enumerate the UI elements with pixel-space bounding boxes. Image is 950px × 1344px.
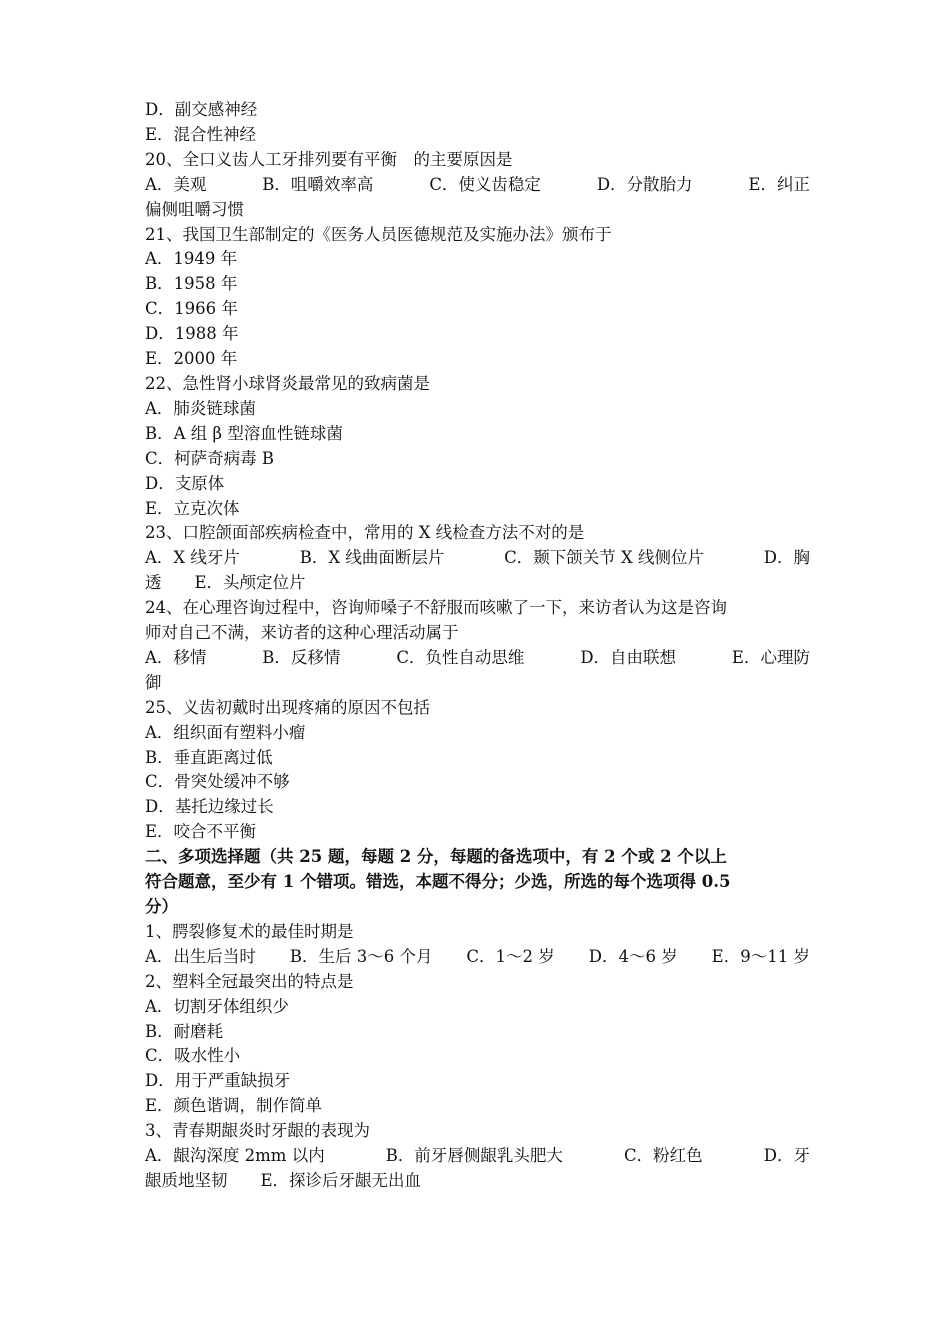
text-line: 御 xyxy=(145,672,162,692)
text-line: D．副交感神经 xyxy=(145,100,258,119)
line-segment: C．1～2 岁 xyxy=(466,946,555,966)
text-line: A．组织面有塑料小瘤 xyxy=(145,722,306,742)
text-line-justified xyxy=(145,173,810,198)
line-segment: A．出生后当时 xyxy=(145,946,256,966)
text-line: E．混合性神经 xyxy=(145,124,257,144)
text-line: 师对自己不满，来访者的这种心理活动属于 xyxy=(145,623,459,643)
line-segment: A．移情 xyxy=(145,647,207,667)
text-line: C．1966 年 xyxy=(145,299,238,319)
text-line-justified xyxy=(145,870,810,895)
text-line-justified xyxy=(145,646,810,671)
text-line: E．2000 年 xyxy=(145,349,238,369)
line-segment: B．反移情 xyxy=(262,647,341,667)
text-line: 偏侧咀嚼习惯 xyxy=(145,199,244,219)
text-line: E．立克次体 xyxy=(145,498,240,518)
text-line-justified xyxy=(145,945,810,970)
line-segment: D．自由联想 xyxy=(580,647,677,667)
text-line: 25、义齿初戴时出现疼痛的原因不包括 xyxy=(145,697,430,717)
text-line-justified xyxy=(145,596,810,621)
line-segment: B．X 线曲面断层片 xyxy=(299,548,445,568)
text-line: B．耐磨耗 xyxy=(145,1021,224,1041)
text-line: C．骨突处缓冲不够 xyxy=(145,772,290,792)
line-segment: 二、多项选择题（共 25 题，每题 2 分，每题的备选项中，有 2 个或 2 个以上 xyxy=(145,847,727,867)
text-line: B．垂直距离过低 xyxy=(145,747,273,767)
line-segment: D．牙 xyxy=(763,1146,810,1166)
text-line: E．咬合不平衡 xyxy=(145,822,257,842)
line-segment: A．龈沟深度 2mm 以内 xyxy=(145,1146,325,1166)
line-segment: E．心理防 xyxy=(731,647,810,667)
text-line: 22、急性肾小球肾炎最常见的致病菌是 xyxy=(145,373,430,393)
text-line: D．1988 年 xyxy=(145,324,239,344)
text-line-justified xyxy=(145,1144,810,1169)
line-segment: D．分散胎力 xyxy=(596,174,693,194)
line-segment: A．X 线牙片 xyxy=(145,548,240,568)
text-line: 21、我国卫生部制定的《医务人员医德规范及实施办法》颁布于 xyxy=(145,224,612,244)
line-segment: E．纠正 xyxy=(748,174,810,194)
line-segment: C．粉红色 xyxy=(624,1146,703,1166)
text-line-justified xyxy=(145,845,810,870)
text-line: B．1958 年 xyxy=(145,274,238,294)
text-line: 3、青春期龈炎时牙龈的表现为 xyxy=(145,1121,370,1141)
line-segment: 符合题意，至少有 1 个错项。错选，本题不得分；少选，所选的每个选项得 0.5 xyxy=(145,872,731,892)
text-line: 23、口腔颌面部疾病检查中，常用的 X 线检查方法不对的是 xyxy=(145,523,585,543)
text-line: 1、腭裂修复术的最佳时期是 xyxy=(145,921,354,941)
text-line: D．用于严重缺损牙 xyxy=(145,1071,291,1091)
text-line: C．吸水性小 xyxy=(145,1046,241,1066)
text-line: A．肺炎链球菌 xyxy=(145,398,256,418)
line-segment: 24、在心理咨询过程中，咨询师嗓子不舒服而咳嗽了一下，来访者认为这是咨询 xyxy=(145,598,727,618)
text-line: B．A 组 β 型溶血性链球菌 xyxy=(145,423,343,443)
line-segment: B．咀嚼效率高 xyxy=(262,174,374,194)
text-line: 龈质地坚韧 E．探诊后牙龈无出血 xyxy=(145,1170,422,1190)
line-segment: B．生后 3～6 个月 xyxy=(289,946,433,966)
text-line: C．柯萨奇病毒 B xyxy=(145,448,274,468)
line-segment: D．4～6 岁 xyxy=(588,946,678,966)
line-segment: A．美观 xyxy=(145,174,207,194)
line-segment: C．颞下颌关节 X 线侧位片 xyxy=(504,548,704,568)
text-line: 透 E．头颅定位片 xyxy=(145,573,306,593)
document-page xyxy=(145,98,810,1194)
line-segment: E．9～11 岁 xyxy=(711,946,810,966)
line-segment: C．使义齿稳定 xyxy=(429,174,541,194)
text-line: A．1949 年 xyxy=(145,249,238,269)
text-line-justified xyxy=(145,546,810,571)
line-segment: C．负性自动思维 xyxy=(396,647,525,667)
text-line: D．支原体 xyxy=(145,473,225,493)
line-segment: B．前牙唇侧龈乳头肥大 xyxy=(385,1146,563,1166)
text-line: E．颜色谐调，制作简单 xyxy=(145,1096,323,1116)
text-line: A．切割牙体组织少 xyxy=(145,996,289,1016)
text-line: D．基托边缘过长 xyxy=(145,797,274,817)
text-line: 20、全口义齿人工牙排列要有平衡 的主要原因是 xyxy=(145,149,513,169)
text-line: 2、塑料全冠最突出的特点是 xyxy=(145,971,354,991)
text-line: 分） xyxy=(145,897,178,916)
line-segment: D．胸 xyxy=(763,548,810,568)
